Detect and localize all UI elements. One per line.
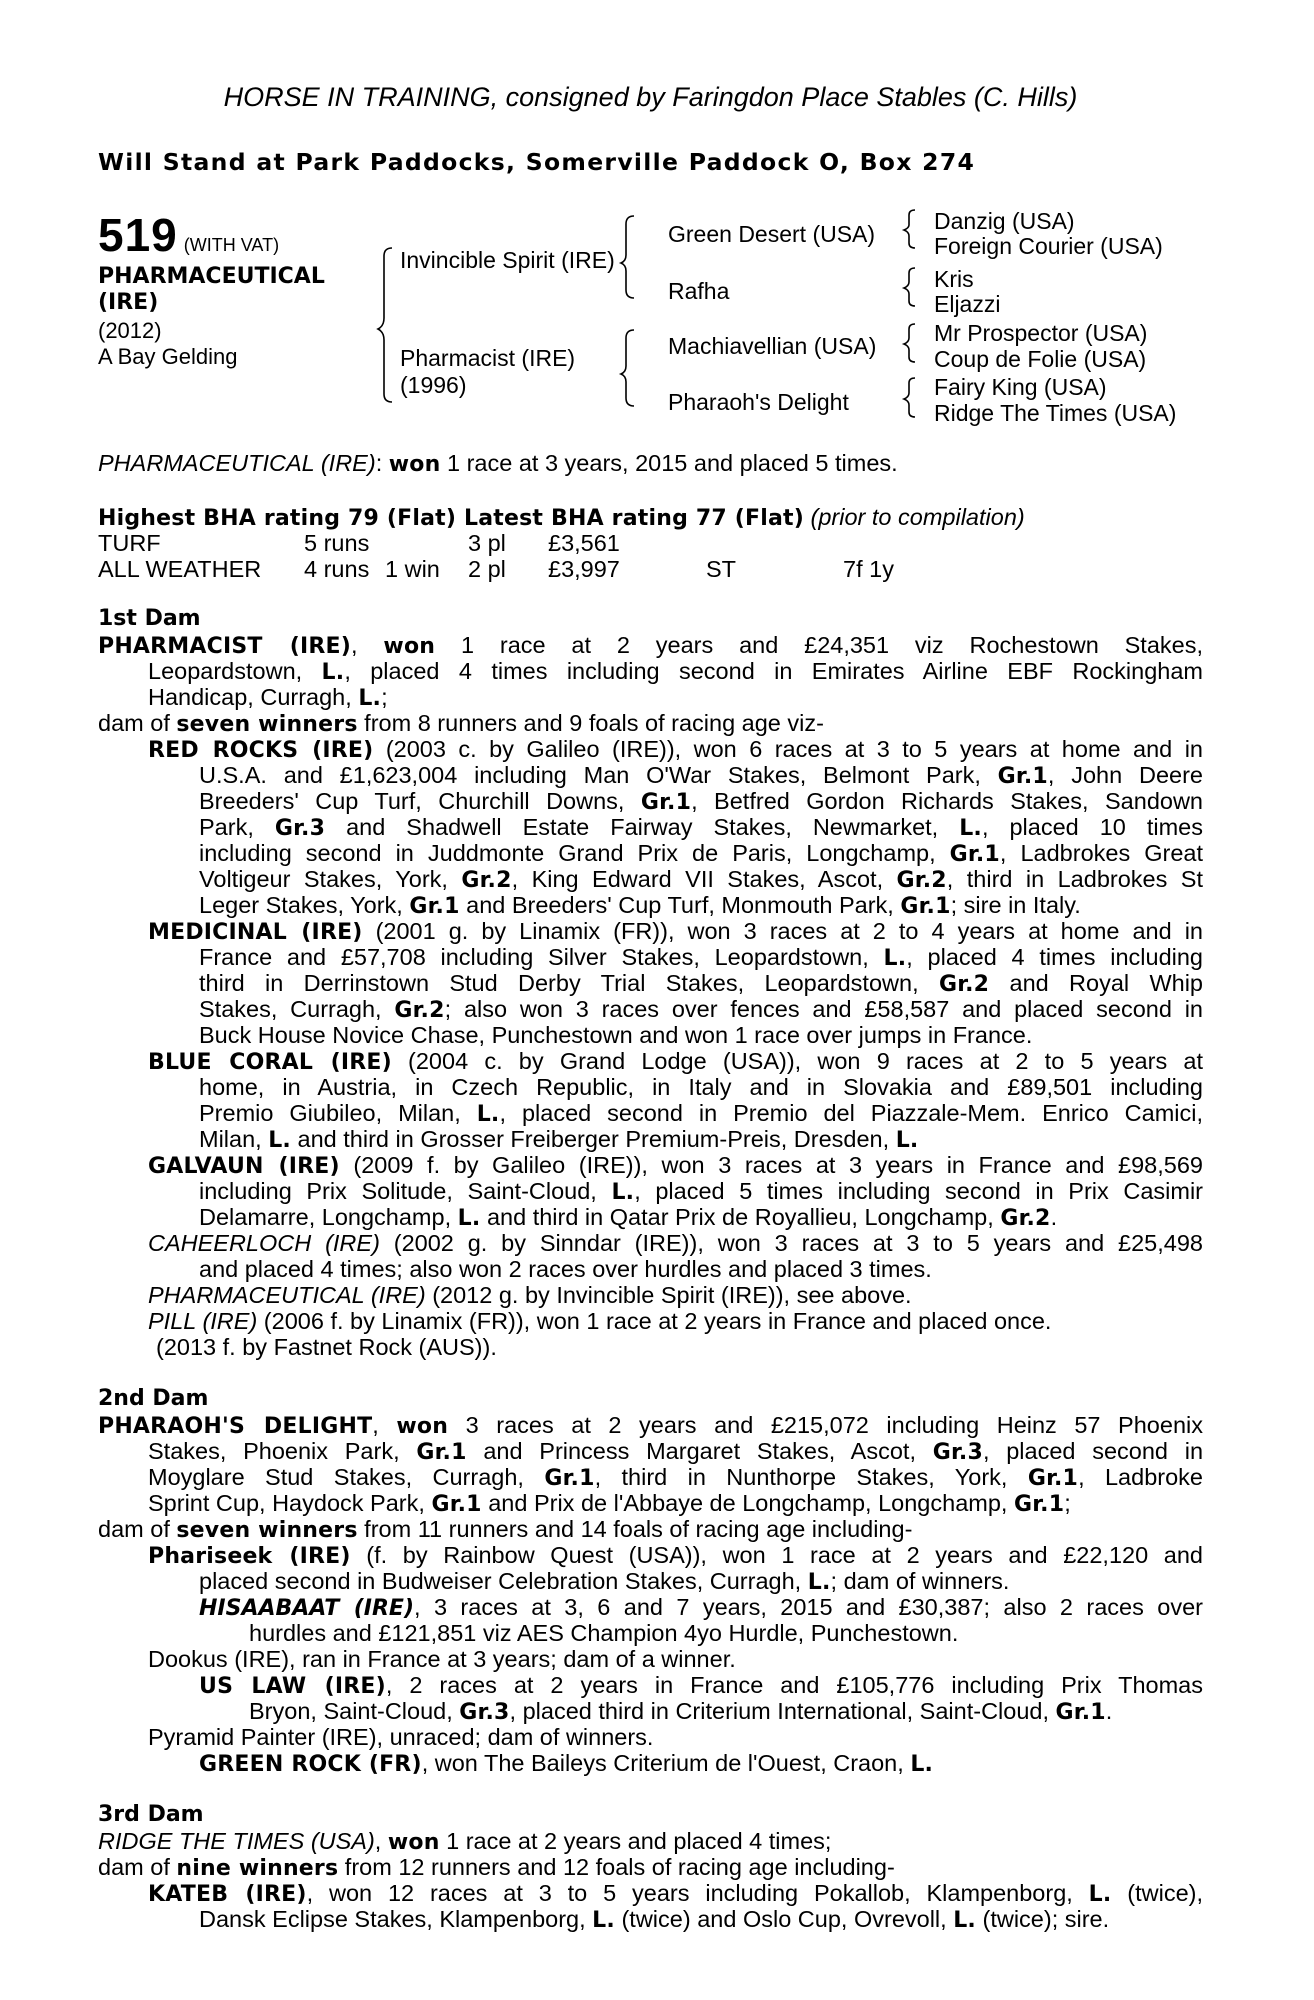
hisaabaat-line-2: hurdles and £121,851 viz AES Champion 4yo Hurdle, Punchestown. [249, 1620, 959, 1646]
second-dam-heading: 2nd Dam [98, 1386, 209, 1411]
dam2-line-3: Moyglare Stud Stakes, Curragh, Gr.1, third in Nunthorpe Stakes, York, Gr.1, Ladbroke [148, 1464, 1203, 1491]
red-rocks-line-5: including second in Juddmonte Grand Prix de Paris, Longchamp, Gr.1, Ladbrokes Great [199, 840, 1203, 867]
horse-suffix: (IRE) [98, 290, 159, 315]
dam-dam-dam: Ridge The Times (USA) [934, 400, 1177, 426]
ss-bracket [904, 210, 915, 248]
dam1-line-2: Leopardstown, L., placed 4 times including second in Emirates Airline EBF Rockingham [148, 658, 1203, 685]
first-dam-heading: 1st Dam [98, 606, 201, 631]
red-rocks-line-3: Breeders' Cup Turf, Churchill Downs, Gr.1, Betfred Gordon Richards Stakes, Sandown [199, 788, 1203, 815]
pyramid-painter-line: Pyramid Painter (IRE), unraced; dam of winners. [148, 1724, 654, 1750]
phariseek-line-1: Phariseek (IRE) (f. by Rainbow Quest (USA)), won 1 race at 2 years and £22,120 and [148, 1542, 1204, 1569]
sire-dam: Rafha [668, 278, 730, 304]
pill-line: PILL (IRE) (2006 f. by Linamix (FR)), won 1 race at 2 years in France and placed once. [148, 1308, 1052, 1334]
sire-sire: Green Desert (USA) [668, 221, 876, 247]
race-summary: PHARMACEUTICAL (IRE): won 1 race at 3 years, 2015 and placed 5 times. [98, 450, 898, 477]
foal-2013-line: (2013 f. by Fastnet Rock (AUS)). [156, 1334, 497, 1360]
phariseek-line-2: placed second in Budweiser Celebration Stakes, Curragh, L.; dam of winners. [199, 1568, 1010, 1595]
pharmaceutical-line: PHARMACEUTICAL (IRE) (2012 g. by Invincible Spirit (IRE)), see above. [148, 1282, 912, 1308]
galvaun-line-2: including Prix Solitude, Saint-Cloud, L., placed 5 times including second in Prix Casimir [199, 1178, 1203, 1205]
stand-location: Will Stand at Park Paddocks, Somerville Paddock O, Box 274 [98, 148, 976, 176]
red-rocks-line-6: Voltigeur Stakes, York, Gr.2, King Edward VII Stakes, Ascot, Gr.2, third in Ladbrokes St [199, 866, 1203, 893]
dam-sire-sire: Mr Prospector (USA) [934, 320, 1148, 346]
galvaun-line-3: Delamarre, Longchamp, L. and third in Qatar Prix de Royallieu, Longchamp, Gr.2. [199, 1204, 1058, 1231]
sire-sire-dam: Foreign Courier (USA) [934, 233, 1163, 259]
vat-label: (WITH VAT) [183, 235, 280, 255]
dam2-line-5: dam of seven winners from 11 runners and 14 foals of racing age including- [98, 1516, 913, 1543]
blue-coral-line-1: BLUE CORAL (IRE) (2004 c. by Grand Lodge (USA)), won 9 races at 2 to 5 years at [148, 1048, 1203, 1075]
blue-coral-line-4: Milan, L. and third in Grosser Freiberger Premium-Preis, Dresden, L. [199, 1126, 919, 1153]
dam1-line-1: PHARMACIST (IRE), won 1 race at 2 years and £24,351 viz Rochestown Stakes, [98, 632, 1203, 659]
kateb-line-1: KATEB (IRE), won 12 races at 3 to 5 years including Pokallob, Klampenborg, L. (twice), [148, 1880, 1204, 1907]
lot-number: 519 [98, 209, 178, 261]
us-law-line-1: US LAW (IRE), 2 races at 2 years in France and £105,776 including Prix Thomas [199, 1672, 1203, 1699]
dam-dam-sire: Fairy King (USA) [934, 374, 1107, 400]
sire-line-bracket [621, 216, 634, 298]
dam-dam: Pharaoh's Delight [668, 389, 849, 415]
ratings-line: Highest BHA rating 79 (Flat) Latest BHA rating 77 (Flat) (prior to compilation) [98, 504, 1025, 531]
dam1-line-3: Handicap, Curragh, L.; [148, 684, 388, 711]
dam2-line-1: PHARAOH'S DELIGHT, won 3 races at 2 years and £215,072 including Heinz 57 Phoenix [98, 1412, 1203, 1439]
medicinal-line-3: third in Derrinstown Stud Derby Trial Stakes, Leopardstown, Gr.2 and Royal Whip [199, 970, 1203, 997]
red-rocks-line-2: U.S.A. and £1,623,004 including Man O'War Stakes, Belmont Park, Gr.1, John Deere [199, 762, 1203, 789]
dookus-line: Dookus (IRE), ran in France at 3 years; dam of a winner. [148, 1646, 736, 1672]
medicinal-line-5: Buck House Novice Chase, Punchestown and won 1 race over jumps in France. [199, 1022, 1033, 1048]
caheerloch-line-1: CAHEERLOCH (IRE) (2002 g. by Sinndar (IRE)), won 3 races at 3 to 5 years and £25,498 [148, 1230, 1203, 1256]
green-rock-line: GREEN ROCK (FR), won The Baileys Criterium de l'Ouest, Craon, L. [199, 1750, 934, 1777]
dam-sire: Machiavellian (USA) [668, 333, 877, 359]
blue-coral-line-3: Premio Giubileo, Milan, L., placed second in Premio del Piazzale-Mem. Enrico Camici, [199, 1100, 1203, 1127]
horse-description: A Bay Gelding [98, 344, 238, 369]
dam-line-bracket [621, 330, 634, 406]
dam1-line-4: dam of seven winners from 8 runners and 9 foals of racing age viz- [98, 710, 824, 737]
dam2-line-2: Stakes, Phoenix Park, Gr.1 and Princess Margaret Stakes, Ascot, Gr.3, placed second in [148, 1438, 1204, 1465]
horse-name: PHARMACEUTICAL [98, 264, 325, 289]
caheerloch-line-2: and placed 4 times; also won 2 races over hurdles and placed 3 times. [199, 1256, 932, 1282]
ds-bracket [904, 324, 915, 362]
red-rocks-line-7: Leger Stakes, York, Gr.1 and Breeders' Cup Turf, Monmouth Park, Gr.1; sire in Italy. [199, 892, 1081, 919]
red-rocks-line-4: Park, Gr.3 and Shadwell Estate Fairway Stakes, Newmarket, L., placed 10 times [199, 814, 1203, 841]
galvaun-line-1: GALVAUN (IRE) (2009 f. by Galileo (IRE)), won 3 races at 3 years in France and £98,569 [148, 1152, 1203, 1179]
sd-bracket [904, 268, 915, 306]
sire-dam-sire: Kris [934, 266, 974, 292]
dam-sire-dam: Coup de Folie (USA) [934, 346, 1147, 372]
sire-dam-bracket [378, 248, 392, 402]
blue-coral-line-2: home, in Austria, in Czech Republic, in Italy and in Slovakia and £89,501 including [199, 1074, 1203, 1100]
sire-dam-dam: Eljazzi [934, 291, 1001, 317]
dam: Pharmacist (IRE) [400, 345, 576, 371]
medicinal-line-2: France and £57,708 including Silver Stakes, Leopardstown, L., placed 4 times including [199, 944, 1203, 971]
kateb-line-2: Dansk Eclipse Stakes, Klampenborg, L. (twice) and Oslo Cup, Ovrevoll, L. (twice); sire. [199, 1906, 1110, 1933]
red-rocks-line-1: RED ROCKS (IRE) (2003 c. by Galileo (IRE)), won 6 races at 3 to 5 years at home and in [148, 736, 1203, 763]
dam2-line-4: Sprint Cup, Haydock Park, Gr.1 and Prix de l'Abbaye de Longchamp, Longchamp, Gr.1; [148, 1490, 1071, 1517]
page-header: HORSE IN TRAINING, consigned by Faringdon Place Stables (C. Hills) [223, 82, 1078, 112]
sire: Invincible Spirit (IRE) [400, 247, 615, 273]
medicinal-line-4: Stakes, Curragh, Gr.2; also won 3 races over fences and £58,587 and placed second in [199, 996, 1203, 1023]
foaling-year: (2012) [98, 318, 162, 343]
dam-year: (1996) [400, 372, 467, 398]
us-law-line-2: Bryon, Saint-Cloud, Gr.3, placed third in Criterium International, Saint-Cloud, Gr.1. [249, 1698, 1113, 1725]
third-dam-heading: 3rd Dam [98, 1802, 204, 1827]
medicinal-line-1: MEDICINAL (IRE) (2001 g. by Linamix (FR)), won 3 races at 2 to 4 years at home and in [148, 918, 1203, 945]
sire-sire-sire: Danzig (USA) [934, 208, 1075, 234]
dam3-line-1: RIDGE THE TIMES (USA), won 1 race at 2 years and placed 4 times; [98, 1828, 832, 1855]
hisaabaat-line-1: HISAABAAT (IRE), 3 races at 3, 6 and 7 years, 2015 and £30,387; also 2 races over [199, 1594, 1203, 1621]
dam3-line-2: dam of nine winners from 12 runners and 12 foals of racing age including- [98, 1854, 895, 1881]
dd-bracket [904, 378, 915, 417]
